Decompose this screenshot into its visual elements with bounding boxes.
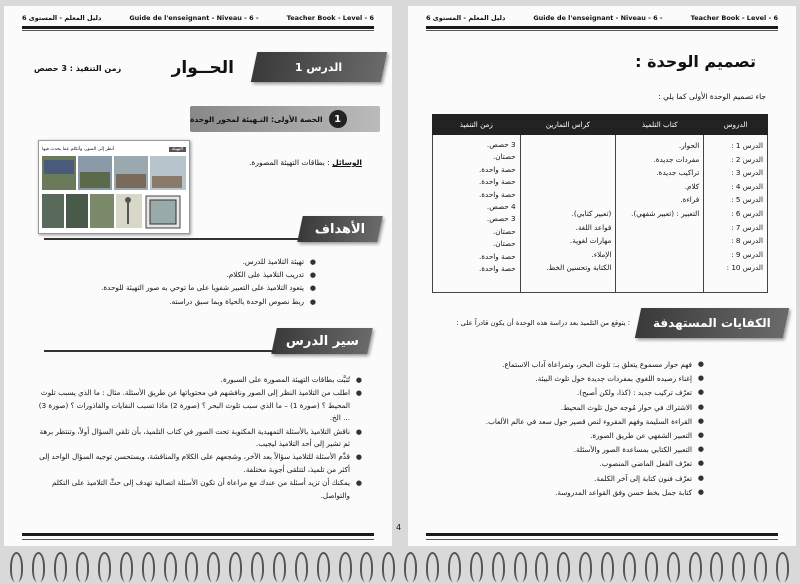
binding-ring (339, 552, 352, 582)
unit-design-table (432, 114, 768, 293)
process-list (38, 374, 362, 503)
process-banner-text: سير الدرس (285, 333, 359, 349)
footer-rule-thin (22, 539, 374, 540)
competencies-list (434, 358, 704, 500)
unit-design-title: تصميم الوحدة : (635, 52, 756, 71)
image-caption-text: أنظر إلى الصور، وأتكلم عما يحدث فيها (42, 146, 115, 152)
col-header-student-book: كتاب التلميذ (616, 115, 704, 135)
binding-ring (689, 552, 702, 582)
competencies-banner (635, 308, 789, 338)
header-center-text: Guide de l'enseignant - Niveau - 6 - (533, 14, 663, 22)
header-rule-thin (22, 30, 374, 31)
binding-ring (229, 552, 242, 582)
objective-item: ● تهيئة التلاميذ للدرس. (46, 256, 316, 268)
lesson-entry: الدرس 5 : (731, 195, 763, 205)
student-book-entry: تراكيب جديدة. (656, 168, 700, 178)
page-header (22, 12, 374, 24)
time-entry: 4 حصص. (486, 201, 516, 211)
time-entry: حصة واحدة. (479, 251, 516, 261)
means-text: : بطاقات التهيئة المصورة. (249, 158, 330, 167)
time-entry: حصة واحدة. (479, 189, 516, 199)
pollution-photos (42, 156, 186, 230)
binding-ring (732, 552, 745, 582)
competency-item: ● تعرّف الفعل الماضي المنصوب. (434, 457, 704, 470)
objective-item: ● يتعود التلاميذ على التعبير شفويا على ما توحي به صور التهيئة للوحدة. (46, 282, 316, 294)
right-page (408, 6, 796, 546)
objective-item: ● تدريب التلاميذ على الكلام. (46, 269, 316, 281)
warmup-image (38, 140, 190, 234)
unit-design-intro: جاء تصميم الوحدة الأولى كما يلي : (658, 92, 766, 101)
workbook-entry: (تعبير كتابي). (571, 208, 612, 218)
lesson-entry: الدرس 4 : (731, 181, 763, 191)
image-caption-label: التهيئة (169, 147, 186, 152)
session-bar (190, 106, 380, 132)
header-left-text: Teacher Book - Level - 6 (286, 14, 374, 22)
objectives-banner (297, 216, 383, 242)
competency-item: ● كتابة جمل بخط حسن وفق القواعد المدروسة. (434, 486, 704, 499)
binding-ring (535, 552, 548, 582)
time-entry: حصتان. (492, 152, 516, 162)
binding-ring (360, 552, 373, 582)
means-line (249, 158, 362, 167)
lesson-badge-text: الدرس 1 (295, 60, 343, 74)
process-item: ● ناقش التلاميذ بالأسئلة التمهيدية المكتوبة تحت الصور في كتاب التلميذ، بأن تلقي السؤال أولاً، وتنتظر برهة ثم تشير إلى أحد التلاميذ ليجيب. (38, 426, 362, 451)
binding-ring (251, 552, 264, 582)
binding-ring (164, 552, 177, 582)
competency-item: ● التعبير الشفهي عن طريق الصورة. (434, 429, 704, 442)
process-item: ● اطلب من التلاميذ النظر إلى الصور ونافشهم في محتوياتها عن طريق الأسئلة. مثال : ما الذي يسبب تلوث المحيط ؟ (صورة 1) – ما الذي سبب تلوث البحر ؟ (صورة 2) ماذا تسبب النفايات والقاذورات ؟ (صورة 3) ... الخ. (38, 387, 362, 424)
binding-ring (76, 552, 89, 582)
time-entry: حصتان. (492, 226, 516, 236)
competencies-banner-text: الكفايات المستهدفة (653, 316, 771, 330)
session-title: الحصة الأولى: التـهيئة لمحور الوحدة (190, 114, 323, 124)
page-number: 4 (396, 523, 402, 532)
student-book-entry: قراءة. (680, 195, 700, 205)
objectives-rule (44, 238, 302, 240)
lesson-badge (251, 52, 387, 82)
competency-item: ● القراءة السليمة وفهم المقروء لنص قصير حول سعد في عالم الألعاب. (434, 415, 704, 428)
binding-ring (557, 552, 570, 582)
student-book-entry: مفردات جديدة. (653, 154, 700, 164)
competency-item: ● التعبير الكتابي بمساعدة الصور والأسئلة. (434, 443, 704, 456)
header-rule (22, 26, 374, 29)
binding-ring (601, 552, 614, 582)
process-rule (44, 350, 276, 352)
footer-rule (22, 533, 374, 536)
lesson-entry: الدرس 7 : (731, 222, 763, 232)
student-book-entry: الحوار. (678, 141, 700, 150)
time-label: زمن التنفيذ : 3 حصص (34, 64, 122, 73)
student-book-cell (616, 135, 704, 293)
lesson-title: الحــوار (171, 58, 234, 78)
lesson-entry: الدرس 3 : (731, 168, 763, 178)
workbook-entry: قواعد اللغة. (575, 222, 612, 232)
workbook-entry: الإملاء. (591, 249, 612, 259)
competency-item: ● تعرّف تركيب جديد : (كذا، ولكن أصبح). (434, 386, 704, 399)
lesson-entry: الدرس 6 : (731, 208, 763, 218)
competency-item: ● فهم حوار مسموع يتعلق بـ: تلوث البحر، وتمراعاة آداب الاستماع. (434, 358, 704, 371)
process-banner (271, 328, 373, 354)
header-right-text: دليل المعلم - المستوى 6 (22, 14, 102, 22)
header-left-text: Teacher Book - Level - 6 (690, 14, 778, 22)
footer-rule (426, 533, 778, 536)
workbook-entry: الكتابة وتحسين الخط. (546, 263, 612, 273)
lesson-entry: الدرس 9 : (731, 249, 763, 259)
binding-ring (120, 552, 133, 582)
page-header (426, 12, 778, 24)
left-page (4, 6, 402, 546)
binding-ring (295, 552, 308, 582)
competencies-intro: : يتوقع من التلميذ بعد دراسة هذه الوحدة أن يكون قادراً على : (456, 319, 630, 327)
student-book-entry: كلام. (684, 181, 700, 191)
process-item: ● يمكنك أن تزيد أسئلة من عندك مع مراعاة أن تكون الأسئلة اتصالية تهدف إلى حثِّ التلاميذ على التكلم والتواصل. (38, 477, 362, 502)
binding-ring (579, 552, 592, 582)
binding-ring (667, 552, 680, 582)
time-entry: حصة واحدة. (479, 164, 516, 174)
student-book-entry: التعبير : (تعبير شفهي). (631, 208, 700, 218)
footer-rule-thin (426, 539, 778, 540)
binding-ring (185, 552, 198, 582)
lesson-entry: الدرس 8 : (731, 236, 763, 246)
workbook-cell (520, 135, 616, 293)
competency-item: ● تعرّف فنون كتابة إلى آخر الكلمة. (434, 472, 704, 485)
header-center-text: Guide de l'enseignant - Niveau - 6 - (129, 14, 259, 22)
binding-ring (776, 552, 789, 582)
spiral-binding (0, 548, 800, 584)
binding-ring (448, 552, 461, 582)
binding-ring (426, 552, 439, 582)
binding-ring (404, 552, 417, 582)
header-right-text: دليل المعلم - المستوى 6 (426, 14, 506, 22)
col-header-lessons: الدروس (704, 115, 768, 135)
binding-ring (754, 552, 767, 582)
binding-ring (382, 552, 395, 582)
time-entry: 3 حصص. (486, 140, 516, 149)
lesson-entry: الدرس 1 : (731, 141, 763, 150)
lesson-entry: الدرس 2 : (731, 154, 763, 164)
header-rule-thin (426, 30, 778, 31)
session-number: 1 (329, 110, 347, 128)
binding-ring (142, 552, 155, 582)
process-item: ● تُثبَّت بطاقات التهيئة المصورة على السبورة. (38, 374, 362, 386)
time-entry: 3 حصص. (486, 214, 516, 224)
binding-ring (470, 552, 483, 582)
binding-ring (645, 552, 658, 582)
binding-ring (10, 552, 23, 582)
binding-ring (710, 552, 723, 582)
binding-ring (32, 552, 45, 582)
objectives-list (46, 256, 316, 309)
binding-ring (317, 552, 330, 582)
competency-item: ● إغناء رصيده اللغوي بمفردات جديدة حول تلوث البيئة. (434, 372, 704, 385)
col-header-workbook: كراس التمارين (520, 115, 616, 135)
header-rule (426, 26, 778, 29)
means-label: الوسائل (332, 158, 362, 167)
col-header-time: زمن التنفيذ (433, 115, 521, 135)
lesson-entry: الدرس 10 : (726, 263, 763, 273)
time-entry: حصة واحدة. (479, 263, 516, 273)
binding-ring (207, 552, 220, 582)
objective-item: ● ربط نصوص الوحدة بالحياة وبما سبق دراسته. (46, 296, 316, 308)
process-item: ● قدِّم الأسئلة للتلاميذ سؤالاً بعد الآخر، وشجعهم على الكلام والمناقشة، ويستحسن توجيه السؤال الواحد إلى أكثر من تلميذ، لتتلقى أجوبة مختلفة. (38, 451, 362, 476)
objectives-banner-text: الأهداف (314, 221, 366, 237)
binding-ring (273, 552, 286, 582)
workbook-entry: مهارات لغوية. (569, 236, 612, 246)
binding-ring (54, 552, 67, 582)
binding-ring (514, 552, 527, 582)
binding-ring (98, 552, 111, 582)
binding-ring (492, 552, 505, 582)
binding-ring (623, 552, 636, 582)
lessons-cell (704, 135, 768, 293)
competency-item: ● الاشتراك في حوار مُوجه حول تلوث المحيط. (434, 401, 704, 414)
time-entry: حصتان. (492, 239, 516, 249)
time-entry: حصة واحدة. (479, 177, 516, 187)
time-cell (433, 135, 521, 293)
